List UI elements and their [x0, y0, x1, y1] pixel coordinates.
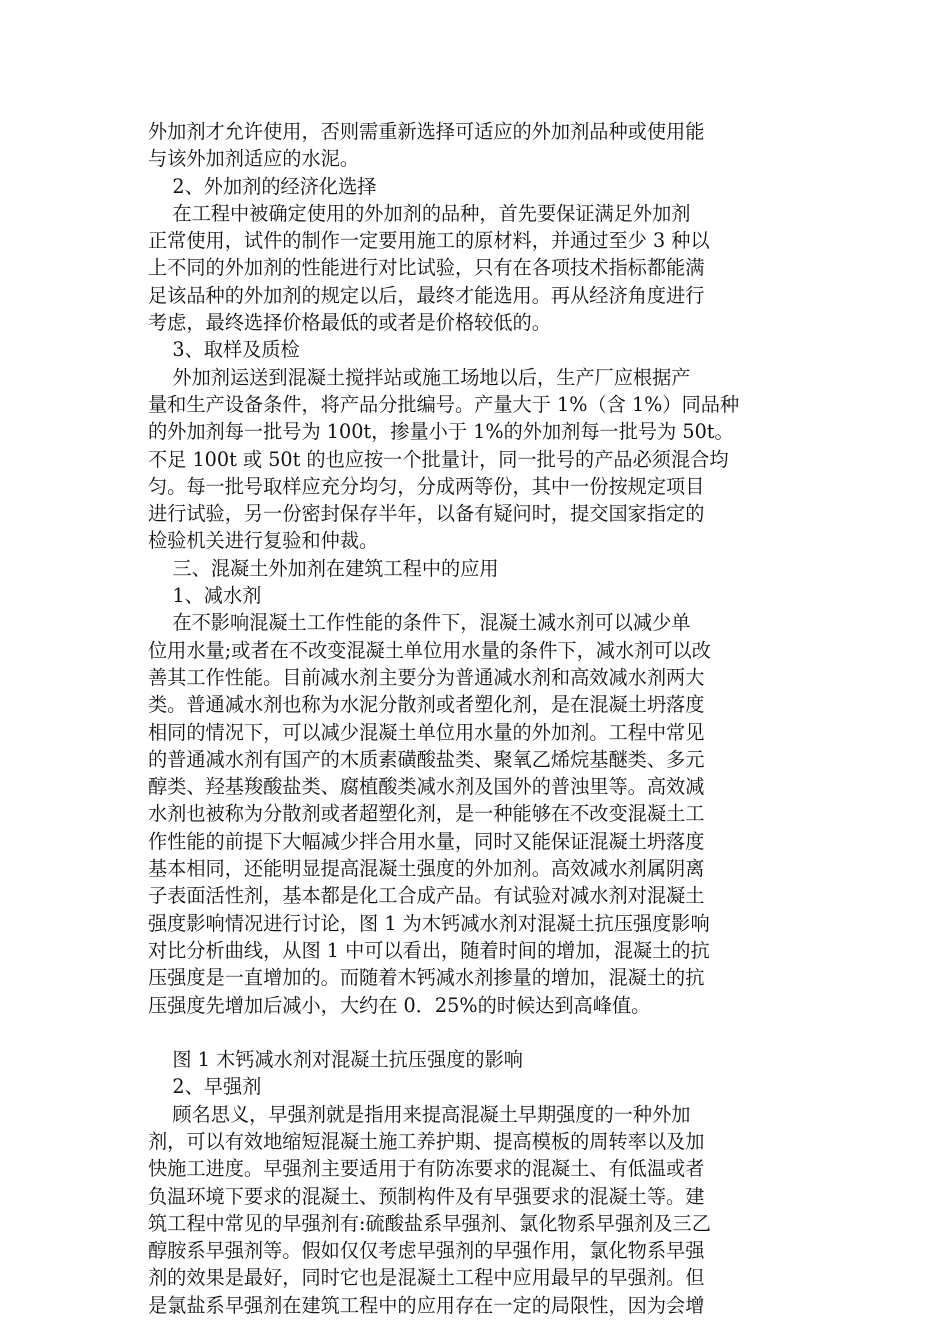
text-line: 负温环境下要求的混凝土、预制构件及有早强要求的混凝土等。建 — [148, 1184, 705, 1208]
text-line: 考虑，最终选择价格最低的或者是价格较低的。 — [148, 311, 551, 335]
text-line: 醇胺系早强剂等。假如仅仅考虑早强剂的早强作用，氯化物系早强 — [148, 1239, 705, 1263]
text-line: 对比分析曲线，从图 1 中可以看出，随着时间的增加，混凝土的抗 — [148, 938, 710, 962]
text-line: 位用水量;或者在不改变混凝土单位用水量的条件下，减水剂可以改 — [148, 638, 711, 662]
text-line: 是氯盐系早强剂在建筑工程中的应用存在一定的局限性，因为会增 — [148, 1293, 705, 1317]
text-line: 图 1 木钙减水剂对混凝土抗压强度的影响 — [148, 1048, 523, 1072]
text-line: 1、减水剂 — [148, 584, 262, 608]
text-line: 三、混凝土外加剂在建筑工程中的应用 — [148, 556, 499, 580]
text-line: 筑工程中常见的早强剂有:硫酸盐系早强剂、氯化物系早强剂及三乙 — [148, 1211, 711, 1235]
text-line: 的外加剂每一批号为 100t，掺量小于 1%的外加剂每一批号为 50t。 — [148, 420, 734, 444]
text-line: 与该外加剂适应的水泥。 — [148, 147, 360, 171]
text-line: 醇类、羟基羧酸盐类、腐植酸类减水剂及国外的普浊里等。高效减 — [148, 775, 705, 799]
text-line: 类。普通减水剂也称为水泥分散剂或者塑化剂，是在混凝土坍落度 — [148, 693, 705, 717]
text-line: 顾名思义，早强剂就是指用来提高混凝土早期强度的一种外加 — [148, 1102, 691, 1126]
text-line: 外加剂运送到混凝土搅拌站或施工场地以后，生产厂应根据产 — [148, 365, 691, 389]
document-body — [148, 118, 808, 1319]
text-line: 作性能的前提下大幅减少拌合用水量，同时又能保证混凝土坍落度 — [148, 829, 705, 853]
text-line: 不足 100t 或 50t 的也应按一个批量计，同一批号的产品必须混合均 — [148, 447, 729, 471]
text-line: 压强度先增加后减小，大约在 0．25%的时候达到高峰值。 — [148, 993, 651, 1017]
text-line: 在不影响混凝土工作性能的条件下，混凝土减水剂可以减少单 — [148, 611, 691, 635]
text-line: 2、外加剂的经济化选择 — [148, 174, 377, 198]
text-line: 量和生产设备条件，将产品分批编号。产量大于 1%（含 1%）同品种 — [148, 392, 740, 416]
text-line: 剂的效果是最好，同时它也是混凝土工程中应用最早的早强剂。但 — [148, 1266, 705, 1290]
text-line: 进行试验，另一份密封保存半年，以备有疑问时，提交国家指定的 — [148, 502, 705, 526]
text-line: 压强度是一直增加的。而随着木钙减水剂掺量的增加，混凝土的抗 — [148, 966, 705, 990]
text-line: 强度影响情况进行讨论，图 1 为木钙减水剂对混凝土抗压强度影响 — [148, 911, 710, 935]
blank-line — [148, 1019, 808, 1046]
text-line: 的普通减水剂有国产的木质素磺酸盐类、聚氧乙烯烷基醚类、多元 — [148, 747, 705, 771]
text-line: 快施工进度。早强剂主要适用于有防冻要求的混凝土、有低温或者 — [148, 1157, 705, 1181]
text-line: 足该品种的外加剂的规定以后，最终才能选用。再从经济角度进行 — [148, 283, 705, 307]
text-line: 匀。每一批号取样应充分均匀，分成两等份，其中一份按规定项目 — [148, 474, 705, 498]
text-line: 3、取样及质检 — [148, 338, 300, 362]
text-line: 水剂也被称为分散剂或者超塑化剂，是一种能够在不改变混凝土工 — [148, 802, 705, 826]
text-line: 在工程中被确定使用的外加剂的品种，首先要保证满足外加剂 — [148, 201, 691, 225]
text-line: 上不同的外加剂的性能进行对比试验，只有在各项技术指标都能满 — [148, 256, 705, 280]
text-line: 相同的情况下，可以减少混凝土单位用水量的外加剂。工程中常见 — [148, 720, 705, 744]
text-line: 外加剂才允许使用，否则需重新选择可适应的外加剂品种或使用能 — [148, 120, 705, 143]
text-line: 正常使用，试件的制作一定要用施工的原材料，并通过至少 3 种以 — [148, 229, 710, 253]
text-line: 2、早强剂 — [148, 1075, 262, 1099]
text-line: 检验机关进行复验和仲裁。 — [148, 529, 379, 553]
text-line: 子表面活性剂，基本都是化工合成产品。有试验对减水剂对混凝土 — [148, 884, 705, 908]
text-line: 基本相同，还能明显提高混凝土强度的外加剂。高效减水剂属阴离 — [148, 857, 705, 881]
text-line: 善其工作性能。目前减水剂主要分为普通减水剂和高效减水剂两大 — [148, 665, 705, 689]
text-line: 剂，可以有效地缩短混凝土施工养护期、提高模板的周转率以及加 — [148, 1129, 705, 1153]
